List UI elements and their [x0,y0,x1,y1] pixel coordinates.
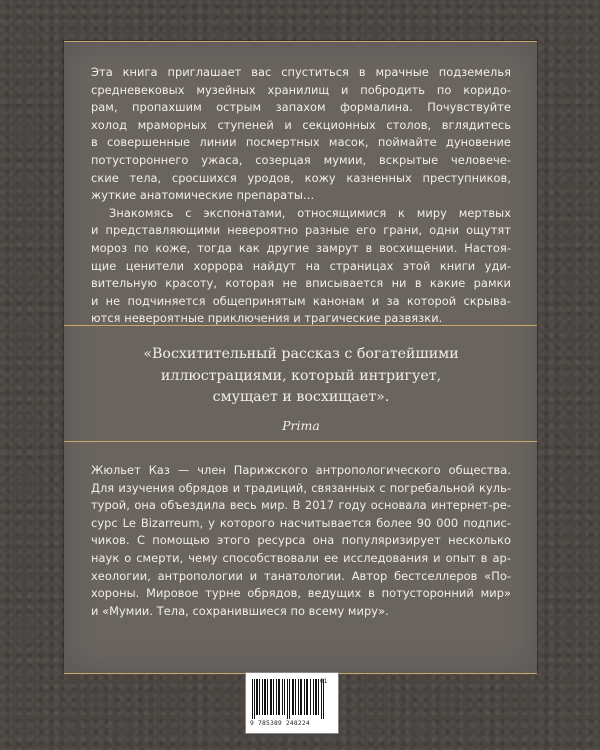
author-line: наук о смерти, чему способствовали ее исследования и опыт в ар- [91,550,511,565]
description-line: жуткие анатомические препараты… [91,188,315,203]
press-quote [90,344,512,436]
quote-line: иллюстрациями, который интригует, [160,367,442,384]
description-line: вительную красоту, которая не вписывается ни в какие рамки [91,276,511,291]
barcode-digits: 9 785389 248224 [250,720,310,727]
description-line: потустороннего ужаса, созерцая мумии, вскрытые человече- [91,152,511,167]
author-line: турой, она объездила весь мир. В 2017 году основала интернет-ре- [91,498,511,513]
description-line: ются невероятные приключения и трагические развязки. [91,311,443,326]
author-line: хороны. Мировое турне обрядов, ведущих в потусторонний мир» [91,586,511,601]
author-line: Жюльет Каз — член Парижского антропологического общества. [91,463,511,477]
author-line: хеологии, антропологии и танатологии. Автор бестселлеров «По- [91,568,511,583]
description-line: рам, пропахшим острым запахом формалина. Почувствуйте [91,100,511,115]
author-line: Для изучения обрядов и традиций, связанных с погребальной куль- [91,480,511,495]
quote-line: смущает и восхищает». [212,389,390,405]
description-line: щие ценители хоррора найдут на страницах этой книги уди- [91,258,511,273]
author-line: чиков. С помощью этого ресурса она популяризирует несколько [91,533,511,548]
barcode-addon: 01 [320,678,328,685]
gold-rule-quote-bottom [64,441,537,442]
description-line: холод мраморных ступеней и секционных столов, вглядитесь [91,117,511,132]
barcode-bars [252,679,332,719]
description-line: ские тела, сросшихся уродов, кожу казненных преступников, [91,170,511,185]
description-line: мороз по коже, тогда как другие замрут в восхищении. Настоя- [91,240,511,255]
description-line: Эта книга приглашает вас спуститься в мрачные подземелья [91,65,511,79]
author-line: сурс Le Bizarreum, у которого насчитывается более 90 000 подпис- [91,515,511,530]
description-line: Знакомясь с экспонатами, относящимися к миру мертвых [109,205,511,220]
gold-rule-top [64,41,537,42]
quote-line: «Восхитительный рассказ с богатейшими [143,346,459,362]
isbn-barcode [245,672,339,734]
description-line: средневековых музейных хранилищ и побродить по коридо- [91,82,511,97]
book-description [91,64,511,328]
description-line: в совершенные линии посмертных масок, поймайте дуновение [91,135,511,150]
quote-source: Prima [282,417,320,433]
description-line: и представляющими невероятно разные его грани, одни ощутят [91,223,511,238]
description-line: и не подчиняется общепринятым канонам и за которой скрыва- [91,293,511,308]
author-line: и «Мумии. Тела, сохранившиеся по всему миру». [91,603,389,618]
author-bio [91,462,511,620]
